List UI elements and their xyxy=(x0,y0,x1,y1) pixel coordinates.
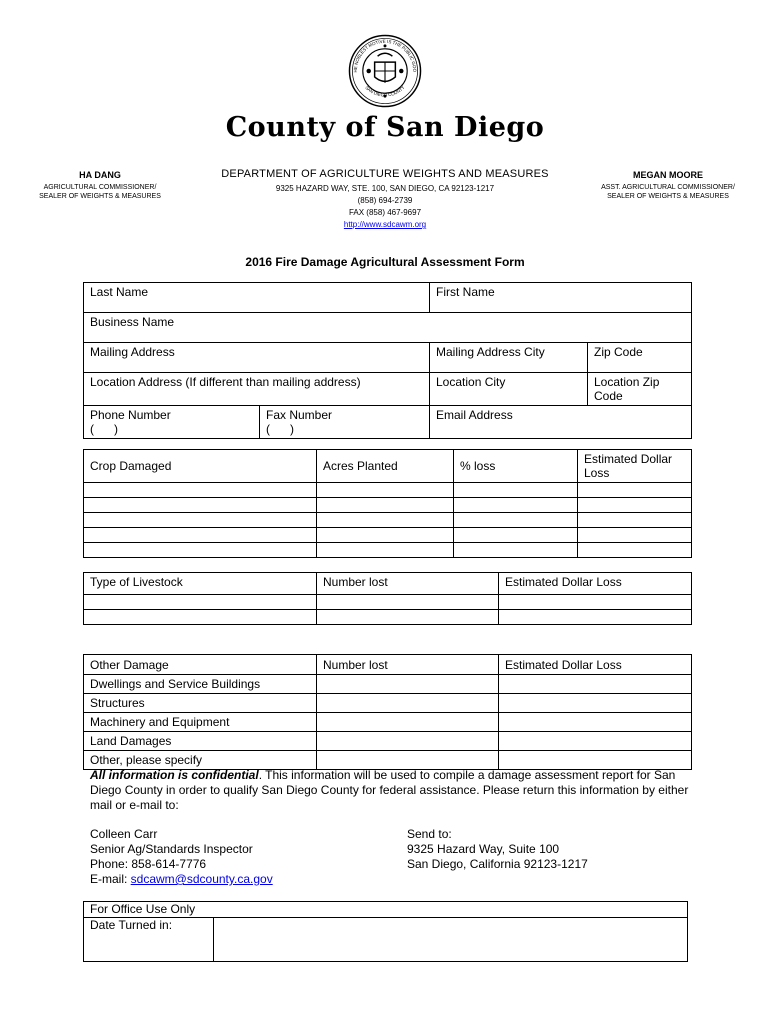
other-number-cell[interactable] xyxy=(317,694,499,713)
location-zip-label-2: Code xyxy=(594,389,623,403)
send-to-block xyxy=(407,827,667,872)
damage-type-land: Land Damages xyxy=(84,732,317,751)
other-number-cell[interactable] xyxy=(317,713,499,732)
county-name-title: County of San Diego xyxy=(225,112,545,143)
dollar-cell[interactable] xyxy=(578,528,692,543)
date-turned-in-label: Date Turned in: xyxy=(84,918,214,962)
table-row xyxy=(84,732,692,751)
col-header-type-of-livestock: Type of Livestock xyxy=(84,573,317,595)
business-name-label: Business Name xyxy=(90,315,175,329)
mailing-address-label: Mailing Address xyxy=(90,345,175,359)
contact-name: Colleen Carr xyxy=(90,827,158,841)
commissioner-name: HA DANG xyxy=(79,170,121,180)
confidential-bold: All information is confidential xyxy=(90,768,259,782)
acres-cell[interactable] xyxy=(317,483,454,498)
department-phone: (858) 694-2739 xyxy=(357,196,413,205)
acres-cell[interactable] xyxy=(317,513,454,528)
confidential-text: . This information will be used to compile a damage assessment report for San Diego County in order to qualify San Diego County for federal assistance. Please return this information by either mail or e-mail to: xyxy=(90,768,689,812)
other-dollar-cell[interactable] xyxy=(499,694,692,713)
livestock-type-cell[interactable] xyxy=(84,595,317,610)
location-address-field[interactable] xyxy=(84,373,430,406)
livestock-number-cell[interactable] xyxy=(317,610,499,625)
damage-type-structures: Structures xyxy=(84,694,317,713)
contact-title: Senior Ag/Standards Inspector xyxy=(90,842,253,856)
fax-number-field[interactable] xyxy=(260,406,430,439)
other-damage-table xyxy=(83,654,692,770)
zip-code-field[interactable] xyxy=(588,343,692,373)
send-to-line1: 9325 Hazard Way, Suite 100 xyxy=(407,842,560,856)
other-number-cell[interactable] xyxy=(317,675,499,694)
department-name: DEPARTMENT OF AGRICULTURE WEIGHTS AND MEASURES xyxy=(221,168,549,180)
department-fax: FAX (858) 467-9697 xyxy=(348,208,422,217)
location-zip-field[interactable] xyxy=(588,373,692,406)
location-address-label: Location Address (If different than mailing address) xyxy=(90,375,361,389)
other-dollar-cell[interactable] xyxy=(499,675,692,694)
loss-cell[interactable] xyxy=(454,498,578,513)
crop-dollar-loss-label-2: Loss xyxy=(584,466,610,480)
mailing-city-label: Mailing Address City xyxy=(436,345,545,359)
contact-email-link[interactable]: sdcawm@sdcounty.ca.gov xyxy=(130,872,273,886)
table-row xyxy=(84,513,692,528)
office-use-table xyxy=(83,901,688,962)
livestock-number-cell[interactable] xyxy=(317,595,499,610)
asst-commissioner-title-1: ASST. AGRICULTURAL COMMISSIONER/ xyxy=(601,184,735,191)
livestock-type-cell[interactable] xyxy=(84,610,317,625)
col-header-other-damage: Other Damage xyxy=(84,655,317,675)
last-name-field[interactable] xyxy=(84,283,430,313)
other-number-cell[interactable] xyxy=(317,751,499,770)
col-header-livestock-number-lost: Number lost xyxy=(317,573,499,595)
header-left-block xyxy=(20,170,180,201)
first-name-label: First Name xyxy=(436,285,495,299)
email-address-label: Email Address xyxy=(436,408,513,422)
location-city-field[interactable] xyxy=(430,373,588,406)
crop-cell[interactable] xyxy=(84,498,317,513)
business-name-field[interactable] xyxy=(84,313,692,343)
asst-commissioner-name: MEGAN MOORE xyxy=(632,170,703,180)
col-header-livestock-dollar-loss: Estimated Dollar Loss xyxy=(499,573,692,595)
header-right-block xyxy=(588,170,748,201)
table-row xyxy=(84,713,692,732)
county-seal-logo xyxy=(348,34,422,108)
other-dollar-cell[interactable] xyxy=(499,751,692,770)
dollar-cell[interactable] xyxy=(578,483,692,498)
table-row xyxy=(84,751,692,770)
phone-number-field[interactable] xyxy=(84,406,260,439)
damage-type-machinery: Machinery and Equipment xyxy=(84,713,317,732)
seal-motto: HE NOBLEST MOTIVE IS THE PUBLIC GOO xyxy=(352,38,418,73)
crop-dollar-loss-label-1: Estimated Dollar xyxy=(584,452,673,466)
col-header-percent-loss: % loss xyxy=(454,450,578,483)
other-dollar-cell[interactable] xyxy=(499,713,692,732)
crop-cell[interactable] xyxy=(84,513,317,528)
table-row xyxy=(84,498,692,513)
dollar-cell[interactable] xyxy=(578,498,692,513)
col-header-crop-damaged: Crop Damaged xyxy=(84,450,317,483)
crop-damage-table xyxy=(83,449,692,558)
col-header-acres-planted: Acres Planted xyxy=(317,450,454,483)
fax-number-label: Fax Number xyxy=(266,408,333,422)
mailing-address-field[interactable] xyxy=(84,343,430,373)
last-name-label: Last Name xyxy=(90,285,149,299)
table-row xyxy=(84,610,692,625)
acres-cell[interactable] xyxy=(317,543,454,558)
loss-cell[interactable] xyxy=(454,543,578,558)
fax-area-code: ( ) xyxy=(266,422,294,436)
dollar-cell[interactable] xyxy=(578,513,692,528)
seal-county: SAN DIEGO COUNTY xyxy=(364,84,406,98)
crop-cell[interactable] xyxy=(84,543,317,558)
header-center-block xyxy=(200,168,570,231)
col-header-other-dollar-loss: Estimated Dollar Loss xyxy=(499,655,692,675)
loss-cell[interactable] xyxy=(454,483,578,498)
phone-area-code: ( ) xyxy=(90,422,118,436)
livestock-table xyxy=(83,572,692,625)
table-row xyxy=(84,483,692,498)
table-row xyxy=(84,543,692,558)
form-title: 2016 Fire Damage Agricultural Assessment Form xyxy=(245,255,525,269)
first-name-field[interactable] xyxy=(430,283,692,313)
email-address-field[interactable] xyxy=(430,406,692,439)
table-row xyxy=(84,675,692,694)
location-zip-label-1: Location Zip xyxy=(594,375,660,389)
table-row xyxy=(84,528,692,543)
date-turned-in-field[interactable] xyxy=(214,918,688,962)
contact-email-label: E-mail: xyxy=(90,872,131,886)
contact-phone: Phone: 858-614-7776 xyxy=(90,857,207,871)
svg-text:SAN DIEGO COUNTY xyxy=(364,85,405,98)
mailing-city-field[interactable] xyxy=(430,343,588,373)
applicant-info-table xyxy=(83,282,692,439)
asst-commissioner-title-2: SEALER OF WEIGHTS & MEASURES xyxy=(607,193,729,200)
livestock-dollar-cell[interactable] xyxy=(499,595,692,610)
department-address: 9325 HAZARD WAY, STE. 100, SAN DIEGO, CA 92123-1217 xyxy=(275,184,495,193)
loss-cell[interactable] xyxy=(454,528,578,543)
crop-cell[interactable] xyxy=(84,528,317,543)
contact-block xyxy=(90,827,350,887)
phone-number-label: Phone Number xyxy=(90,408,171,422)
acres-cell[interactable] xyxy=(317,498,454,513)
commissioner-title-2: SEALER OF WEIGHTS & MEASURES xyxy=(39,193,161,200)
col-header-crop-dollar-loss xyxy=(578,450,692,483)
livestock-dollar-cell[interactable] xyxy=(499,610,692,625)
table-row xyxy=(84,595,692,610)
send-to-label: Send to: xyxy=(407,827,452,841)
office-use-title: For Office Use Only xyxy=(84,902,688,918)
commissioner-title-1: AGRICULTURAL COMMISSIONER/ xyxy=(43,184,157,191)
crop-cell[interactable] xyxy=(84,483,317,498)
zip-code-label: Zip Code xyxy=(594,345,643,359)
location-city-label: Location City xyxy=(436,375,506,389)
damage-type-dwellings: Dwellings and Service Buildings xyxy=(84,675,317,694)
department-website-link[interactable]: http://www.sdcawm.org xyxy=(343,220,427,229)
dollar-cell[interactable] xyxy=(578,543,692,558)
send-to-line2: San Diego, California 92123-1217 xyxy=(407,857,588,871)
acres-cell[interactable] xyxy=(317,528,454,543)
damage-type-other: Other, please specify xyxy=(84,751,317,770)
other-number-cell[interactable] xyxy=(317,732,499,751)
other-dollar-cell[interactable] xyxy=(499,732,692,751)
table-row xyxy=(84,694,692,713)
loss-cell[interactable] xyxy=(454,513,578,528)
col-header-other-number-lost: Number lost xyxy=(317,655,499,675)
confidential-notice xyxy=(90,768,690,813)
